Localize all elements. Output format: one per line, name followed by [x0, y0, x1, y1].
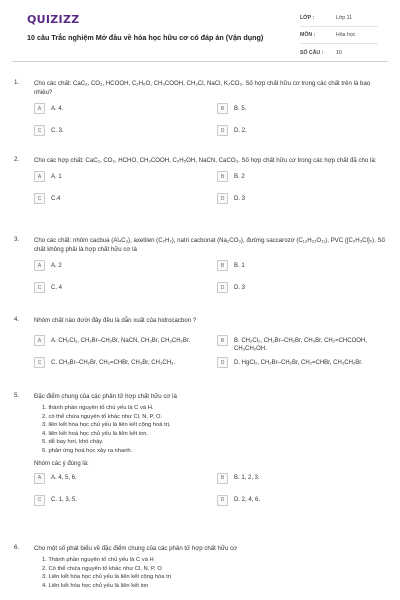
option-letter-box: B: [217, 335, 228, 346]
option-text: B. 5.: [234, 105, 247, 112]
question-3: [14, 236, 390, 310]
option-letter-box: D: [217, 193, 228, 204]
meta-value: 10: [336, 49, 342, 56]
option-text: C. 3.: [51, 127, 64, 134]
option-b[interactable]: [217, 103, 387, 114]
worksheet-header: [12, 0, 388, 62]
question-number: 2.: [14, 156, 20, 163]
question-text: Cho các chất: CaC₂, CO₂, HCOOH, C₂H₆O, CH₃COOH, CH₃Cl, NaCl, K₂CO₃. Số hợp chất hữu cơ trong các chất trên là bao nhiêu?: [34, 80, 371, 96]
answer-options: [34, 103, 390, 153]
meta-key: MÔN :: [300, 32, 316, 38]
option-letter-box: A: [34, 171, 45, 182]
answer-options: [34, 335, 390, 385]
option-text: A. 2: [51, 262, 62, 269]
question-number: 4.: [14, 316, 20, 323]
statement-item: 6. phản ứng hoá học xảy ra nhanh.: [42, 447, 133, 454]
option-c[interactable]: [34, 495, 204, 506]
option-letter-box: C: [34, 125, 45, 136]
statement-item: 2. có thể chứa nguyên tố khác như Cl, N, P, O.: [42, 413, 163, 420]
meta-row-count: [300, 44, 378, 61]
statement-item: 2. Có thể chứa nguyên tố khác như Cl, N, P, O: [42, 565, 162, 572]
option-a[interactable]: [34, 335, 204, 346]
option-text: C.4: [51, 195, 61, 202]
option-letter-box: B: [217, 171, 228, 182]
statement-list: [42, 556, 390, 590]
meta-value: Hóa học: [336, 32, 356, 38]
option-b[interactable]: [217, 171, 387, 182]
answer-options: [34, 473, 390, 523]
option-text: A. CH₂Cl₂, CH₂Br–CH₂Br, NaCN, CH₃Br, CH₃CH₂Br.: [51, 337, 191, 344]
option-letter-box: A: [34, 335, 45, 346]
statement-item: 5. dễ bay hơi, khó cháy.: [42, 439, 104, 446]
question-number: 1.: [14, 79, 20, 86]
meta-row-subject: [300, 27, 378, 44]
statement-item: 3. Liên kết hóa học chủ yếu là liên kết cộng hóa trị: [42, 574, 171, 581]
option-d[interactable]: [217, 357, 387, 368]
sub-question-text: Nhóm các ý đúng là:: [34, 460, 89, 467]
option-text: A. 4.: [51, 105, 64, 112]
option-text: D. HgCl₂, CH₂Br–CH₂Br, CH₂=CHBr, CH₃CH₂Br.: [234, 359, 363, 366]
worksheet-title: 10 câu Trắc nghiệm Mở đầu về hóa học hữu cơ có đáp án (Vận dụng): [27, 33, 264, 42]
option-b[interactable]: [217, 260, 387, 271]
option-text: B. 1: [234, 262, 245, 269]
option-letter-box: D: [217, 357, 228, 368]
option-letter-box: B: [217, 473, 228, 484]
answer-options: [34, 171, 390, 221]
option-letter-box: C: [34, 282, 45, 293]
option-text: A. 1: [51, 173, 62, 180]
answer-options: [34, 260, 390, 310]
option-letter-box: C: [34, 357, 45, 368]
option-letter-box: A: [34, 473, 45, 484]
statement-item: 1. Thành phần nguyên tố chủ yếu là C và H: [42, 557, 154, 563]
option-text: B. 2: [234, 173, 245, 180]
option-letter-box: C: [34, 193, 45, 204]
option-c[interactable]: [34, 357, 204, 368]
option-text: C. 1, 3, 5.: [51, 497, 78, 504]
statement-list: [42, 404, 390, 456]
option-letter-box: A: [34, 260, 45, 271]
option-text: A. 4, 5, 6.: [51, 475, 77, 482]
question-text: Nhóm chất nào dưới đây đều là dẫn xuất của hidrocacbon ?: [34, 317, 197, 324]
option-letter-box: D: [217, 495, 228, 506]
option-letter-box: D: [217, 125, 228, 136]
option-b[interactable]: [217, 335, 387, 353]
option-text: D. 2, 4, 6.: [234, 497, 261, 504]
statement-item: 1. thành phần nguyên tố chủ yếu là C và H.: [42, 405, 154, 411]
option-text: D. 3: [234, 284, 246, 291]
meta-info-box: [300, 10, 378, 61]
quizizz-logo: QUIZIZZ: [27, 13, 80, 26]
question-text: Cho các chất: nhôm cacbua (Al₄C₃), axetilen (C₂H₂), natri cacbonat (Na₂CO₃), đường saccarozơ (C₁₂H₂₂O₁₁), PVC ([C₂H₃Cl]ₙ). Số chất không phải là hợp chất hữu cơ là: [34, 237, 385, 253]
option-a[interactable]: [34, 260, 204, 271]
meta-key: LỚP :: [300, 15, 315, 21]
question-2: [14, 156, 390, 221]
option-c[interactable]: [34, 282, 204, 293]
option-a[interactable]: [34, 171, 204, 182]
question-text: Đặc điểm chung của các phân tử hợp chất hữu cơ là: [34, 393, 177, 400]
question-5: [14, 392, 390, 523]
question-number: 5.: [14, 392, 20, 399]
option-d[interactable]: [217, 282, 387, 293]
option-a[interactable]: [34, 473, 204, 484]
question-6: [14, 544, 390, 590]
option-d[interactable]: [217, 495, 387, 506]
option-text: D. 2.: [234, 127, 247, 134]
question-1: [14, 79, 390, 153]
option-text: B. CH₂Cl₂, CH₂Br–CH₂Br, CH₃Br, CH₂=CHCOOH, CH₃CH₂OH.: [234, 337, 367, 352]
statement-item: 4. Liên kết hóa học chủ yếu là liên kết ion: [42, 582, 149, 589]
option-d[interactable]: [217, 125, 387, 136]
option-d[interactable]: [217, 193, 387, 204]
question-4: [14, 316, 390, 385]
option-text: D. 3: [234, 195, 246, 202]
meta-key: SỐ CÂU :: [300, 49, 324, 56]
option-letter-box: B: [217, 103, 228, 114]
meta-value: Lớp 11: [336, 15, 352, 21]
option-b[interactable]: [217, 473, 387, 484]
question-number: 6.: [14, 544, 20, 551]
option-text: B. 1, 2, 3.: [234, 475, 260, 482]
question-text: Cho các hợp chất: CaC₂, CO₂, HCHO, CH₃COOH, C₂H₅OH, NaCN, CaCO₃. Số hợp chất hữu cơ trong các hợp chất đã cho là:: [34, 157, 377, 164]
statement-item: 3. liên kết hóa học chủ yếu là liên kết cộng hoá trị.: [42, 422, 171, 429]
question-number: 3.: [14, 236, 20, 243]
option-text: C. 4: [51, 284, 63, 291]
option-letter-box: D: [217, 282, 228, 293]
meta-row-class: [300, 10, 378, 27]
question-text: Cho một số phát biểu về đặc điểm chung của các phân tử hợp chất hữu cơ: [34, 545, 238, 552]
option-text: C. CH₂Br–CH₂Br, CH₂=CHBr, CH₃Br, CH₃CH₃.: [51, 359, 176, 366]
statement-item: 4. liên kết hoá học chủ yếu là liên kết ion.: [42, 430, 149, 437]
option-letter-box: B: [217, 260, 228, 271]
option-c[interactable]: [34, 193, 204, 204]
option-a[interactable]: [34, 103, 204, 114]
option-letter-box: C: [34, 495, 45, 506]
option-c[interactable]: [34, 125, 204, 136]
option-letter-box: A: [34, 103, 45, 114]
